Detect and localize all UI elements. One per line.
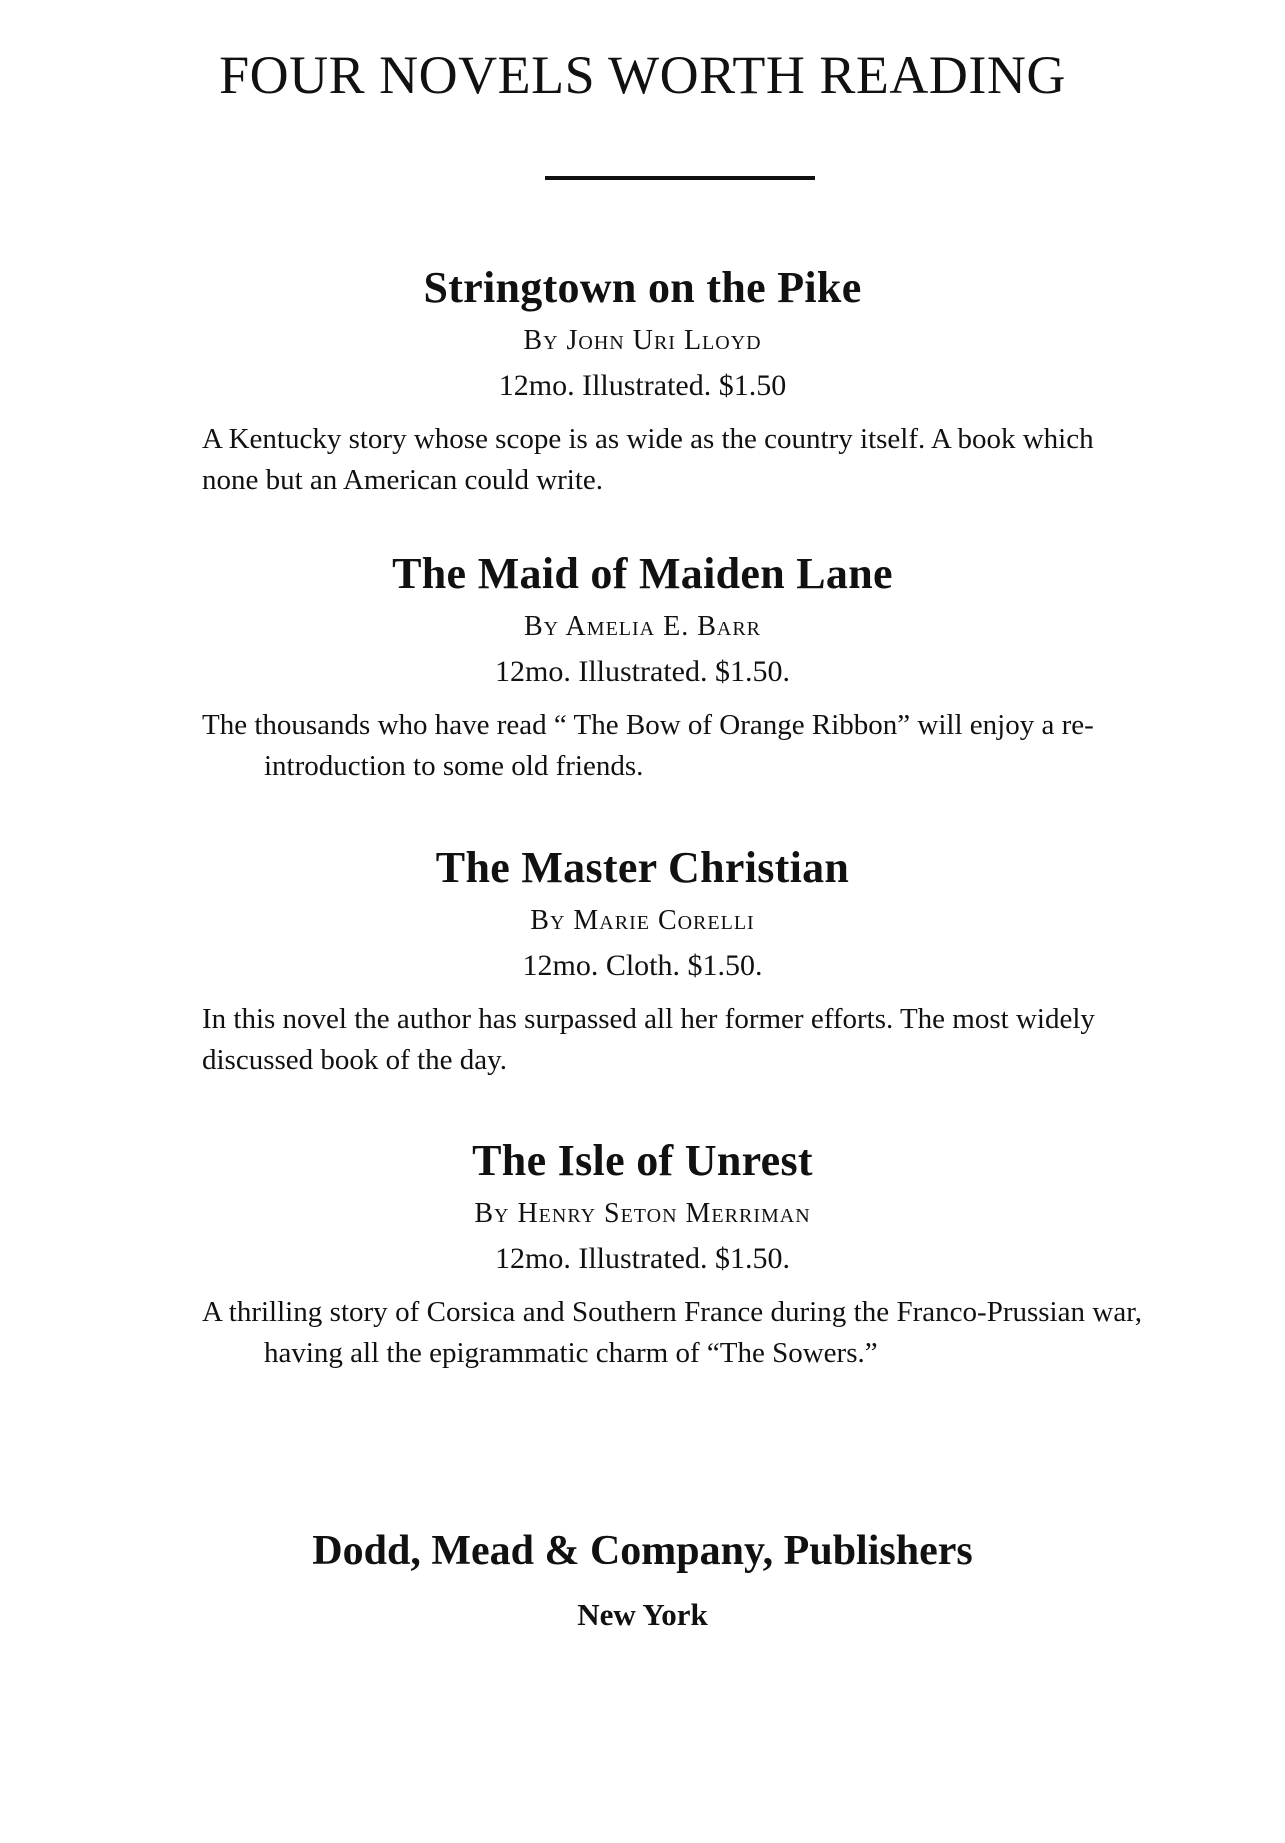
book-format-price: 12mo. Illustrated. $1.50. [495, 655, 790, 688]
book-title: Stringtown on the Pike [423, 263, 862, 312]
book-format-price: 12mo. Cloth. $1.50. [522, 949, 763, 982]
book-entry-master-christian [0, 842, 1285, 1081]
book-format-price: 12mo. Illustrated. $1.50 [498, 369, 787, 402]
book-format-price: 12mo. Illustrated. $1.50. [495, 1242, 790, 1275]
book-title: The Isle of Unrest [472, 1136, 813, 1185]
book-entry-stringtown [0, 262, 1285, 501]
book-author: By Amelia E. Barr [523, 611, 762, 642]
book-title: The Maid of Maiden Lane [392, 549, 893, 598]
book-author: By John Uri Lloyd [523, 325, 762, 356]
book-description: A Kentucky story whose scope is as wide as the country itself. A book which none but an American could write. [202, 423, 1094, 496]
publisher-name: Dodd, Mead & Company, Publishers [312, 1528, 973, 1574]
book-description: The thousands who have read “ The Bow of Orange Ribbon” will enjoy a re-introduction to some old friends. [202, 709, 1094, 782]
divider-rule [545, 176, 815, 180]
publisher-city: New York [577, 1597, 708, 1632]
book-entry-maid-of-maiden-lane [0, 548, 1285, 787]
page-headline: FOUR NOVELS WORTH READING [219, 45, 1066, 105]
book-description: A thrilling story of Corsica and Southern France during the Franco-Prussian war, having all the epigrammatic charm of “The Sowers.” [202, 1296, 1142, 1369]
book-entry-isle-of-unrest [0, 1135, 1285, 1374]
book-title: The Master Christian [435, 843, 850, 892]
book-author: By Marie Corelli [530, 905, 755, 936]
book-author: By Henry Seton Merriman [474, 1198, 811, 1229]
book-description: In this novel the author has surpassed all her former efforts. The most widely discussed book of the day. [202, 1003, 1095, 1076]
